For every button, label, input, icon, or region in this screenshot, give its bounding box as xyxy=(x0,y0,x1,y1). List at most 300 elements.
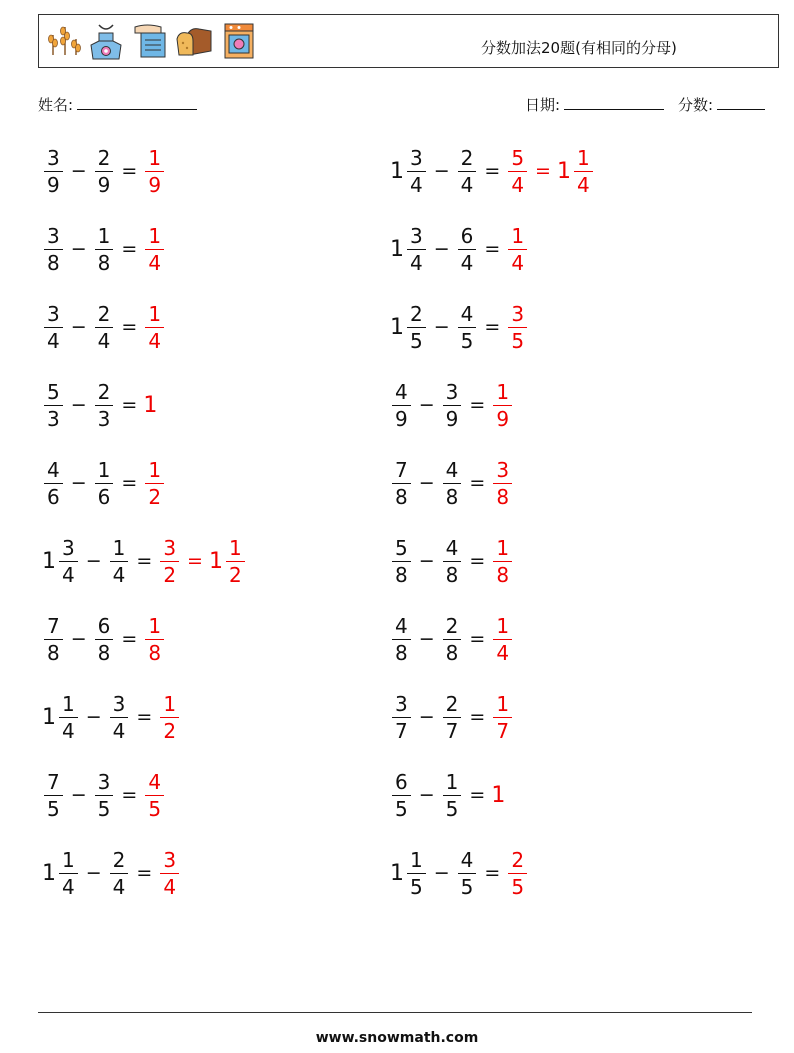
numerator: 3 xyxy=(410,145,423,170)
numerator: 3 xyxy=(47,145,60,170)
denominator: 5 xyxy=(458,327,477,351)
denominator: 5 xyxy=(508,327,527,351)
fraction xyxy=(59,847,78,899)
equals-sign: = xyxy=(484,316,501,338)
fraction xyxy=(44,769,63,821)
header-icons xyxy=(43,21,257,61)
numerator: 7 xyxy=(47,613,60,638)
denominator: 8 xyxy=(392,639,411,663)
numerator: 6 xyxy=(395,769,408,794)
operand-a xyxy=(390,301,428,353)
fraction xyxy=(95,379,114,431)
bread-icon xyxy=(175,21,213,61)
denominator: 4 xyxy=(160,873,179,897)
denominator: 2 xyxy=(160,717,179,741)
answer xyxy=(556,145,595,197)
fraction xyxy=(493,691,512,743)
footer-url: www.snowmath.com xyxy=(315,1030,479,1046)
denominator: 7 xyxy=(443,717,462,741)
numerator: 3 xyxy=(410,223,423,248)
minus-sign: − xyxy=(418,628,435,650)
whole-number: 1 xyxy=(390,860,404,886)
fraction xyxy=(44,301,63,353)
denominator: 9 xyxy=(145,171,164,195)
denominator: 4 xyxy=(145,249,164,273)
numerator: 1 xyxy=(112,535,126,560)
denominator: 8 xyxy=(443,483,462,507)
problem-row xyxy=(42,140,166,202)
problem-row xyxy=(390,452,514,514)
fraction xyxy=(95,769,114,821)
answer xyxy=(506,145,529,197)
worksheet-header xyxy=(38,14,779,68)
problem-row xyxy=(42,608,166,670)
oven-icon xyxy=(219,21,257,61)
numerator: 1 xyxy=(496,379,510,404)
denominator: 3 xyxy=(44,405,63,429)
operand-b xyxy=(93,301,116,353)
numerator: 2 xyxy=(97,145,111,170)
name-blank[interactable] xyxy=(77,96,197,110)
whole-number: 1 xyxy=(390,236,404,262)
numerator: 4 xyxy=(460,301,474,326)
numerator: 2 xyxy=(97,379,111,404)
answer xyxy=(506,223,529,275)
whole-number: 1 xyxy=(42,704,56,730)
answer xyxy=(158,691,181,743)
denominator: 8 xyxy=(145,639,164,663)
numerator: 2 xyxy=(511,847,525,872)
numerator: 6 xyxy=(460,223,474,248)
operand-a xyxy=(390,613,413,665)
fraction xyxy=(458,223,477,275)
denominator: 4 xyxy=(59,873,78,897)
numerator: 2 xyxy=(97,301,111,326)
fraction xyxy=(508,847,527,899)
operand-b xyxy=(441,769,464,821)
operand-b xyxy=(93,145,116,197)
equals-sign: = xyxy=(469,706,486,728)
equals-sign: = xyxy=(469,472,486,494)
operand-a xyxy=(390,847,428,899)
operand-a xyxy=(390,769,413,821)
numerator: 1 xyxy=(97,223,111,248)
denominator: 3 xyxy=(95,405,114,429)
fraction xyxy=(59,691,78,743)
operand-a xyxy=(42,613,65,665)
operand-a xyxy=(42,301,65,353)
operand-a xyxy=(42,379,65,431)
denominator: 4 xyxy=(44,327,63,351)
minus-sign: − xyxy=(433,862,450,884)
numerator: 3 xyxy=(395,691,408,716)
numerator: 5 xyxy=(395,535,408,560)
numerator: 3 xyxy=(97,769,111,794)
numerator: 6 xyxy=(97,613,111,638)
denominator: 5 xyxy=(145,795,164,819)
minus-sign: − xyxy=(418,706,435,728)
whole-number: 1 xyxy=(143,392,158,418)
fraction xyxy=(160,535,179,587)
denominator: 8 xyxy=(392,561,411,585)
equals-sign: = xyxy=(121,394,138,416)
problem-row xyxy=(42,764,166,826)
numerator: 1 xyxy=(445,769,459,794)
fraction xyxy=(160,691,179,743)
fraction xyxy=(145,301,164,353)
numerator: 1 xyxy=(97,457,111,482)
score-blank[interactable] xyxy=(717,96,765,110)
fraction xyxy=(392,769,411,821)
date-label: 日期: xyxy=(525,96,561,114)
denominator: 5 xyxy=(458,873,477,897)
denominator: 4 xyxy=(493,639,512,663)
numerator: 1 xyxy=(228,535,242,560)
fraction xyxy=(44,223,63,275)
numerator: 4 xyxy=(148,769,162,794)
denominator: 8 xyxy=(392,483,411,507)
equals-sign: = xyxy=(136,862,153,884)
wheat-icon xyxy=(43,21,81,61)
name-field[interactable] xyxy=(38,94,197,115)
equals-sign: = xyxy=(469,550,486,572)
numerator: 1 xyxy=(148,223,162,248)
worksheet-title: 分数加法20题(有相同的分母) xyxy=(481,39,677,57)
operand-b xyxy=(93,457,116,509)
minus-sign: − xyxy=(70,316,87,338)
fraction xyxy=(443,535,462,587)
fraction xyxy=(95,223,114,275)
fraction xyxy=(443,457,462,509)
numerator: 1 xyxy=(148,145,162,170)
operand-b xyxy=(93,379,116,431)
answer xyxy=(143,145,166,197)
fraction xyxy=(407,145,426,197)
denominator: 5 xyxy=(407,327,426,351)
denominator: 5 xyxy=(508,873,527,897)
fraction xyxy=(392,379,411,431)
numerator: 4 xyxy=(445,457,459,482)
problem-row xyxy=(42,842,181,904)
answer xyxy=(158,847,181,899)
answer xyxy=(491,379,514,431)
denominator: 2 xyxy=(226,561,245,585)
denominator: 8 xyxy=(95,249,114,273)
operand-b xyxy=(441,379,464,431)
denominator: 5 xyxy=(95,795,114,819)
operand-b xyxy=(108,691,131,743)
denominator: 8 xyxy=(493,561,512,585)
answer xyxy=(143,769,166,821)
fraction xyxy=(443,769,462,821)
fraction xyxy=(392,535,411,587)
fraction xyxy=(110,535,129,587)
numerator: 3 xyxy=(511,301,525,326)
denominator: 5 xyxy=(44,795,63,819)
operand-b xyxy=(456,145,479,197)
minus-sign: − xyxy=(433,160,450,182)
answer xyxy=(143,457,166,509)
operand-b xyxy=(441,691,464,743)
numerator: 4 xyxy=(445,535,459,560)
fraction xyxy=(508,301,527,353)
numerator: 1 xyxy=(496,691,510,716)
fraction xyxy=(59,535,78,587)
denominator: 4 xyxy=(110,873,129,897)
denominator: 4 xyxy=(508,171,527,195)
fraction xyxy=(493,535,512,587)
score-field[interactable] xyxy=(678,94,765,115)
minus-sign: − xyxy=(70,784,87,806)
score-label: 分数: xyxy=(678,96,714,114)
operand-b xyxy=(456,223,479,275)
denominator: 8 xyxy=(44,639,63,663)
whole-number: 1 xyxy=(390,158,404,184)
numerator: 1 xyxy=(62,691,75,716)
whole-number: 1 xyxy=(42,548,56,574)
denominator: 5 xyxy=(392,795,411,819)
equals-sign: = xyxy=(136,550,153,572)
fraction xyxy=(95,613,114,665)
problem-row xyxy=(42,218,166,280)
numerator: 1 xyxy=(148,301,162,326)
whole-number: 1 xyxy=(208,548,223,574)
numerator: 4 xyxy=(47,457,60,482)
numerator: 7 xyxy=(47,769,60,794)
date-blank[interactable] xyxy=(564,96,664,110)
problem-row xyxy=(390,140,595,202)
problem-row xyxy=(390,686,514,748)
equals-sign: = xyxy=(121,316,138,338)
operand-b xyxy=(441,613,464,665)
fraction xyxy=(44,457,63,509)
numerator: 3 xyxy=(496,457,510,482)
answer xyxy=(208,535,247,587)
denominator: 9 xyxy=(95,171,114,195)
minus-sign: − xyxy=(85,550,102,572)
denominator: 9 xyxy=(392,405,411,429)
fraction xyxy=(493,457,512,509)
denominator: 5 xyxy=(407,873,426,897)
numerator: 1 xyxy=(410,847,423,872)
equals-sign: = xyxy=(187,550,203,572)
operand-a xyxy=(42,847,80,899)
answer xyxy=(491,783,506,808)
fraction xyxy=(110,691,129,743)
equals-sign: = xyxy=(121,784,138,806)
operand-b xyxy=(108,847,131,899)
fraction xyxy=(407,301,426,353)
answer xyxy=(491,691,514,743)
fraction xyxy=(458,847,477,899)
answer xyxy=(506,847,529,899)
equals-sign: = xyxy=(469,394,486,416)
fraction xyxy=(493,379,512,431)
numerator: 3 xyxy=(47,223,60,248)
equals-sign: = xyxy=(535,160,551,182)
numerator: 1 xyxy=(163,691,177,716)
name-label: 姓名: xyxy=(38,96,74,114)
fraction xyxy=(145,613,164,665)
numerator: 1 xyxy=(148,457,162,482)
problem-row xyxy=(42,296,166,358)
fraction xyxy=(226,535,245,587)
denominator: 4 xyxy=(508,249,527,273)
fraction xyxy=(44,379,63,431)
fraction xyxy=(145,769,164,821)
denominator: 2 xyxy=(160,561,179,585)
fraction xyxy=(44,613,63,665)
minus-sign: − xyxy=(433,238,450,260)
numerator: 3 xyxy=(112,691,126,716)
numerator: 1 xyxy=(62,847,75,872)
fraction xyxy=(44,145,63,197)
operand-b xyxy=(456,301,479,353)
operand-b xyxy=(93,613,116,665)
fraction xyxy=(443,613,462,665)
minus-sign: − xyxy=(433,316,450,338)
denominator: 8 xyxy=(443,639,462,663)
problem-row xyxy=(390,296,529,358)
operand-a xyxy=(42,691,80,743)
equals-sign: = xyxy=(484,238,501,260)
answer xyxy=(143,613,166,665)
answer xyxy=(491,535,514,587)
answer xyxy=(143,301,166,353)
problem-row xyxy=(390,608,514,670)
fraction xyxy=(574,145,593,197)
fraction xyxy=(493,613,512,665)
denominator: 9 xyxy=(493,405,512,429)
equals-sign: = xyxy=(121,472,138,494)
denominator: 9 xyxy=(443,405,462,429)
problem-row xyxy=(390,374,514,436)
date-field[interactable] xyxy=(525,94,664,115)
fraction xyxy=(392,691,411,743)
fraction xyxy=(110,847,129,899)
denominator: 6 xyxy=(44,483,63,507)
numerator: 2 xyxy=(410,301,423,326)
operand-b xyxy=(108,535,131,587)
operand-a xyxy=(390,535,413,587)
numerator: 1 xyxy=(496,613,510,638)
denominator: 4 xyxy=(458,171,477,195)
denominator: 4 xyxy=(110,717,129,741)
numerator: 3 xyxy=(47,301,60,326)
problem-row xyxy=(390,842,529,904)
operand-a xyxy=(390,223,428,275)
denominator: 4 xyxy=(145,327,164,351)
denominator: 5 xyxy=(443,795,462,819)
numerator: 5 xyxy=(47,379,60,404)
whole-number: 1 xyxy=(390,314,404,340)
numerator: 2 xyxy=(445,613,459,638)
equals-sign: = xyxy=(484,862,501,884)
denominator: 4 xyxy=(59,717,78,741)
equals-sign: = xyxy=(121,160,138,182)
fraction xyxy=(145,145,164,197)
numerator: 1 xyxy=(148,613,162,638)
fraction xyxy=(160,847,179,899)
fraction xyxy=(95,457,114,509)
numerator: 4 xyxy=(395,613,408,638)
numerator: 4 xyxy=(460,847,474,872)
fraction xyxy=(407,847,426,899)
numerator: 2 xyxy=(445,691,459,716)
fraction xyxy=(508,145,527,197)
equals-sign: = xyxy=(121,238,138,260)
operand-a xyxy=(390,145,428,197)
denominator: 9 xyxy=(44,171,63,195)
denominator: 4 xyxy=(95,327,114,351)
fraction xyxy=(443,691,462,743)
answer xyxy=(143,223,166,275)
whole-number: 1 xyxy=(42,860,56,886)
numerator: 2 xyxy=(460,145,474,170)
answer xyxy=(143,393,158,418)
recipe-card-icon xyxy=(131,21,169,61)
numerator: 3 xyxy=(62,535,75,560)
denominator: 8 xyxy=(443,561,462,585)
operand-b xyxy=(441,457,464,509)
denominator: 4 xyxy=(574,171,593,195)
fraction xyxy=(508,223,527,275)
whole-number: 1 xyxy=(556,158,571,184)
equals-sign: = xyxy=(469,628,486,650)
operand-a xyxy=(42,769,65,821)
numerator: 3 xyxy=(445,379,459,404)
minus-sign: − xyxy=(70,160,87,182)
operand-b xyxy=(456,847,479,899)
numerator: 2 xyxy=(112,847,126,872)
answer xyxy=(491,457,514,509)
equals-sign: = xyxy=(469,784,486,806)
denominator: 2 xyxy=(145,483,164,507)
operand-a xyxy=(390,457,413,509)
denominator: 4 xyxy=(407,249,426,273)
denominator: 7 xyxy=(493,717,512,741)
minus-sign: − xyxy=(418,394,435,416)
operand-a xyxy=(390,379,413,431)
operand-b xyxy=(93,223,116,275)
operand-a xyxy=(42,223,65,275)
problem-row xyxy=(390,218,529,280)
operand-a xyxy=(42,457,65,509)
operand-b xyxy=(93,769,116,821)
minus-sign: − xyxy=(70,394,87,416)
numerator: 3 xyxy=(163,535,177,560)
problem-row xyxy=(42,530,247,592)
equals-sign: = xyxy=(484,160,501,182)
fraction xyxy=(407,223,426,275)
denominator: 6 xyxy=(95,483,114,507)
minus-sign: − xyxy=(85,706,102,728)
numerator: 5 xyxy=(511,145,525,170)
problem-row xyxy=(390,530,514,592)
denominator: 4 xyxy=(458,249,477,273)
fraction xyxy=(458,145,477,197)
minus-sign: − xyxy=(85,862,102,884)
fraction xyxy=(145,457,164,509)
denominator: 4 xyxy=(407,171,426,195)
fraction xyxy=(458,301,477,353)
operand-b xyxy=(441,535,464,587)
fraction xyxy=(392,457,411,509)
problem-row xyxy=(390,764,506,826)
numerator: 1 xyxy=(576,145,590,170)
answer xyxy=(158,535,181,587)
fraction xyxy=(443,379,462,431)
